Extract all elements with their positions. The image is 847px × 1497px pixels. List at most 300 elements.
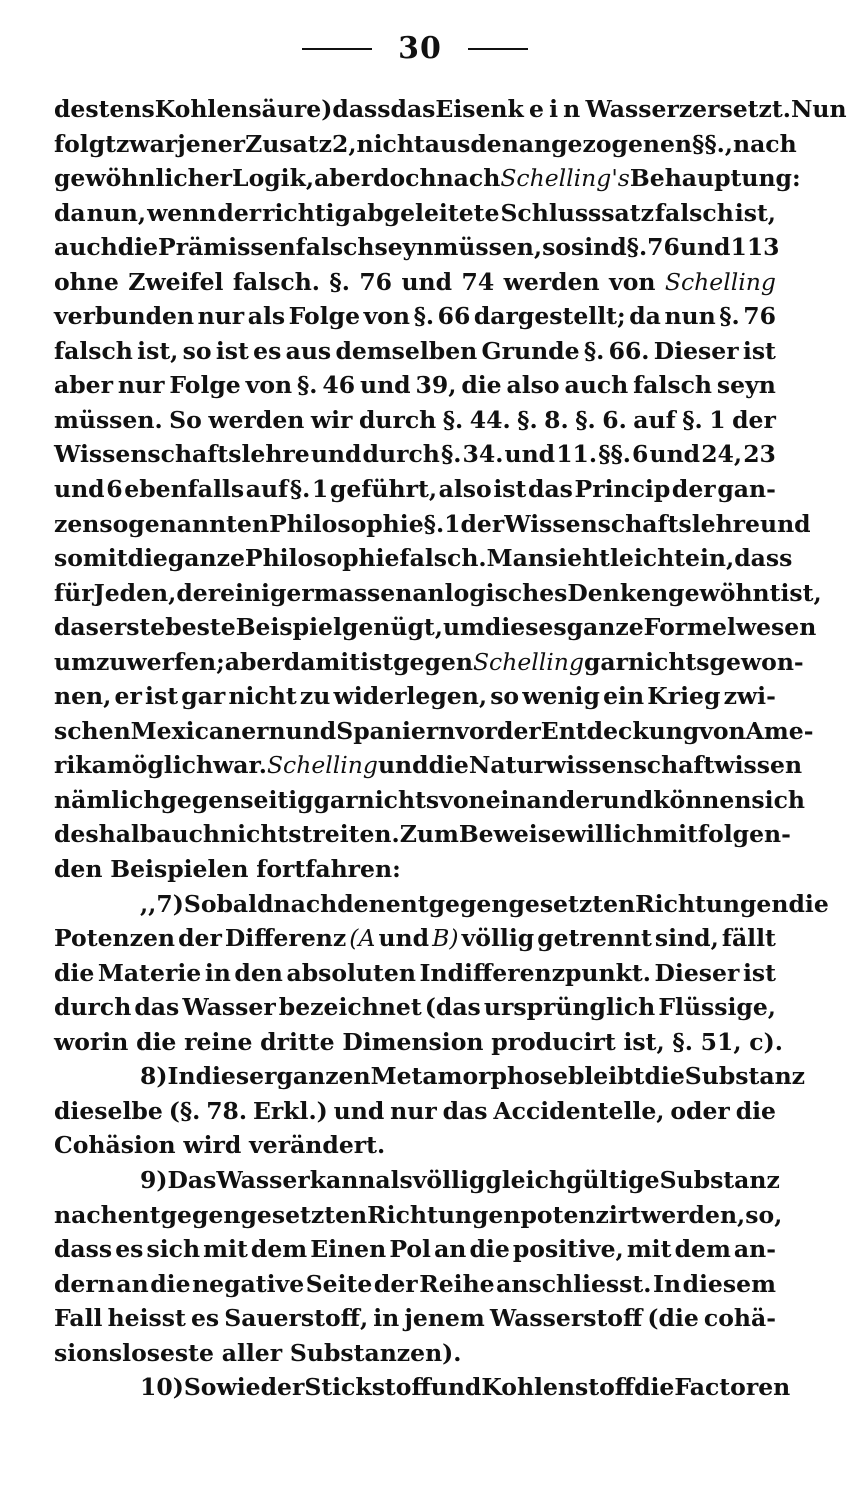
word: einander bbox=[485, 785, 603, 814]
word: 6 bbox=[106, 475, 123, 504]
word: 1 bbox=[709, 405, 726, 434]
word: von bbox=[363, 302, 411, 331]
word: es bbox=[190, 1304, 220, 1333]
text-line bbox=[54, 887, 829, 922]
word: nach bbox=[54, 1200, 118, 1229]
word: dass bbox=[332, 95, 391, 123]
word: 66. bbox=[608, 336, 650, 365]
word: Factoren bbox=[674, 1373, 791, 1402]
word: sieht bbox=[544, 544, 610, 573]
word: demselben bbox=[335, 336, 478, 365]
word: Folge bbox=[288, 302, 361, 331]
word: Wasser bbox=[216, 1165, 310, 1194]
word: falsch bbox=[633, 371, 713, 400]
word: ist, bbox=[137, 336, 179, 365]
word: Formelwesen bbox=[643, 613, 817, 642]
word: da bbox=[629, 302, 661, 331]
text-line bbox=[54, 817, 791, 852]
word: Philosophie bbox=[244, 544, 400, 573]
text-line bbox=[54, 1336, 776, 1371]
word: widerlegen, bbox=[333, 682, 487, 711]
word: und bbox=[333, 1096, 385, 1125]
word: werden bbox=[503, 267, 600, 296]
word: können bbox=[653, 785, 752, 814]
word: 39, bbox=[415, 371, 457, 400]
word: der bbox=[260, 1373, 305, 1402]
word: gegen bbox=[393, 647, 473, 676]
word: die bbox=[735, 1096, 776, 1125]
word: §. bbox=[626, 233, 648, 262]
word: In bbox=[167, 1062, 196, 1091]
text-line bbox=[54, 437, 776, 472]
word: Logik, bbox=[232, 164, 315, 193]
word: §§., bbox=[692, 129, 733, 158]
word: Beweise bbox=[458, 820, 566, 849]
word: und bbox=[310, 440, 362, 469]
word: Princip bbox=[574, 475, 671, 504]
word: nur bbox=[197, 302, 245, 331]
word: ohne bbox=[54, 267, 119, 296]
text-line bbox=[54, 299, 776, 334]
word: sich bbox=[751, 785, 805, 814]
word: doch bbox=[373, 164, 437, 193]
word: fällt bbox=[721, 924, 776, 953]
word: gar bbox=[181, 682, 226, 711]
word: (das bbox=[424, 993, 481, 1022]
word: 46 bbox=[322, 371, 356, 400]
word: Zum bbox=[399, 820, 459, 849]
word: werden bbox=[208, 405, 305, 434]
word: und bbox=[602, 785, 654, 814]
text-line bbox=[54, 230, 780, 265]
header-rule-right bbox=[468, 48, 528, 50]
word: Substanz bbox=[684, 1062, 806, 1091]
word: ursprünglich bbox=[483, 993, 656, 1022]
word: 24, bbox=[701, 440, 743, 469]
word: Flüssige, bbox=[658, 993, 776, 1022]
word: mit bbox=[653, 820, 698, 849]
word: Dieser bbox=[653, 336, 739, 365]
word: §. bbox=[442, 405, 464, 434]
word: Mexicanern bbox=[130, 716, 286, 745]
word: falsch bbox=[295, 233, 375, 262]
word: anschliesst. bbox=[496, 1269, 652, 1298]
word: gewöhnlicher bbox=[54, 164, 233, 193]
word: als bbox=[247, 302, 286, 331]
word: für bbox=[54, 578, 94, 607]
word: er bbox=[114, 682, 142, 711]
word: 6 bbox=[632, 440, 649, 469]
word: nicht bbox=[228, 682, 297, 711]
text-line bbox=[54, 507, 811, 542]
word: das bbox=[442, 1096, 488, 1125]
word: wissen bbox=[714, 751, 803, 780]
word: mit bbox=[626, 1235, 672, 1264]
word: Folge bbox=[169, 371, 241, 400]
word: um bbox=[442, 613, 485, 642]
word: gegenseitig bbox=[160, 785, 314, 814]
word: falsch. bbox=[232, 267, 320, 296]
word: die bbox=[461, 371, 502, 400]
word: So bbox=[183, 1373, 217, 1402]
word: ist bbox=[742, 336, 776, 365]
text-line bbox=[54, 403, 776, 438]
word: sich bbox=[146, 1235, 201, 1264]
word: auf bbox=[633, 405, 676, 434]
text-line bbox=[54, 1370, 791, 1405]
word: den bbox=[470, 129, 519, 158]
word: ganze bbox=[566, 613, 644, 642]
word: Behauptung: bbox=[629, 164, 801, 193]
word: Wissenschaftslehre bbox=[54, 440, 310, 469]
word: falsch. bbox=[399, 544, 487, 573]
text-line bbox=[54, 1198, 783, 1233]
word: das bbox=[134, 993, 180, 1022]
word: also bbox=[438, 475, 492, 504]
word: nun, bbox=[86, 198, 147, 227]
word: Pol bbox=[389, 1235, 431, 1264]
word: der bbox=[497, 716, 541, 745]
word: §. bbox=[413, 302, 435, 331]
word: negative bbox=[192, 1269, 305, 1298]
word: dieselbe bbox=[54, 1096, 163, 1125]
word: geführt, bbox=[329, 475, 438, 504]
word: möglich bbox=[106, 751, 214, 780]
word: an bbox=[412, 578, 445, 607]
word: so bbox=[182, 336, 212, 365]
word: rika bbox=[54, 751, 107, 780]
word: Stickstoff bbox=[304, 1373, 431, 1402]
word: potenzirt bbox=[520, 1200, 641, 1229]
word: nach bbox=[732, 129, 797, 158]
word: richtig bbox=[262, 198, 352, 227]
word: nämlich bbox=[54, 785, 161, 814]
word: worin bbox=[54, 1027, 129, 1056]
word: bezeichnet bbox=[278, 993, 422, 1022]
word: vor bbox=[455, 716, 498, 745]
word: 44. bbox=[469, 405, 511, 434]
word: und bbox=[378, 924, 430, 953]
word: B) bbox=[432, 924, 459, 953]
word: ist, bbox=[623, 1027, 665, 1056]
word: ist bbox=[145, 682, 179, 711]
word: nichts bbox=[628, 647, 710, 676]
word: Naturwissenschaft bbox=[468, 751, 715, 780]
word: ebenfalls bbox=[124, 475, 245, 504]
text-line bbox=[54, 714, 814, 749]
word: sogenannten bbox=[99, 509, 270, 538]
word: sind bbox=[570, 233, 627, 262]
word: nach bbox=[273, 889, 338, 918]
word: 8) bbox=[140, 1062, 168, 1091]
text-line bbox=[54, 679, 776, 714]
word: nicht bbox=[356, 129, 425, 158]
word: Schelling bbox=[664, 267, 776, 296]
word: entgegengesetzten bbox=[385, 889, 636, 918]
word: die bbox=[127, 544, 168, 573]
word: c). bbox=[749, 1027, 783, 1056]
word: Sobald bbox=[183, 889, 274, 918]
word: gewon- bbox=[709, 647, 804, 676]
text-line bbox=[54, 1267, 776, 1302]
word: und bbox=[401, 267, 453, 296]
text-line bbox=[54, 610, 817, 645]
word: 11. bbox=[556, 440, 598, 469]
word: folgt bbox=[54, 129, 116, 158]
word: angezogenen bbox=[518, 129, 693, 158]
word: 76 bbox=[647, 233, 680, 262]
word: ein bbox=[603, 682, 645, 711]
word: Jeden bbox=[93, 578, 169, 607]
word: schen bbox=[54, 716, 131, 745]
word: sind, bbox=[654, 924, 719, 953]
text-line bbox=[54, 1301, 776, 1336]
word: falsch bbox=[654, 198, 734, 227]
word: werden, bbox=[641, 1200, 746, 1229]
text-line bbox=[54, 92, 847, 127]
word: auch bbox=[564, 371, 629, 400]
word: Wasser bbox=[182, 993, 276, 1022]
word: gleichgültige bbox=[485, 1165, 660, 1194]
word: entgegengesetzten bbox=[117, 1200, 368, 1229]
word: ich bbox=[612, 820, 654, 849]
text-line bbox=[54, 1025, 783, 1060]
word: also bbox=[506, 371, 560, 400]
word: Accidentelle, bbox=[493, 1096, 665, 1125]
word: Beispielen bbox=[110, 855, 249, 884]
word: cohä- bbox=[703, 1304, 776, 1333]
word: 2, bbox=[331, 129, 357, 158]
word: völlig bbox=[412, 1165, 486, 1194]
word: dieser bbox=[195, 1062, 277, 1091]
word: kein bbox=[507, 95, 586, 123]
word: heisst bbox=[107, 1304, 186, 1333]
word: Entdeckung bbox=[540, 716, 700, 745]
word: 113 bbox=[730, 233, 780, 262]
word: umzuwerfen; bbox=[54, 647, 225, 676]
text-line bbox=[54, 472, 776, 507]
word: der bbox=[176, 578, 221, 607]
word: ist, bbox=[734, 198, 776, 227]
word: Erkl.) bbox=[252, 1096, 328, 1125]
word: §. bbox=[297, 371, 318, 400]
word: §. bbox=[583, 336, 605, 365]
word: zersetzt. bbox=[678, 95, 791, 123]
word: zen bbox=[54, 509, 100, 538]
word: ist bbox=[742, 958, 776, 987]
word: ist, bbox=[780, 578, 822, 607]
word: die bbox=[150, 1269, 191, 1298]
word: wie bbox=[216, 1373, 261, 1402]
word: genügt, bbox=[341, 613, 443, 642]
word: nichts bbox=[357, 785, 440, 814]
word: jener bbox=[177, 129, 246, 158]
word: ist bbox=[215, 336, 249, 365]
text-line bbox=[54, 1163, 780, 1198]
word: gar bbox=[313, 785, 358, 814]
word: war. bbox=[213, 751, 267, 780]
text-line bbox=[54, 265, 776, 300]
word: gar bbox=[583, 647, 629, 676]
word: §. bbox=[440, 440, 462, 469]
word: Einen bbox=[310, 1235, 387, 1264]
word: auch bbox=[54, 233, 118, 262]
word: der bbox=[671, 475, 716, 504]
word: es bbox=[253, 336, 282, 365]
text-line bbox=[54, 1059, 806, 1094]
word: , bbox=[168, 578, 177, 607]
word: das bbox=[528, 475, 573, 504]
word: durch bbox=[358, 405, 437, 434]
word: die bbox=[788, 889, 829, 918]
word: Ame- bbox=[745, 716, 814, 745]
word: müssen. bbox=[54, 405, 163, 434]
word: Fall bbox=[54, 1304, 103, 1333]
text-line bbox=[54, 645, 804, 680]
page-number: 30 bbox=[398, 31, 442, 66]
word: und bbox=[377, 751, 429, 780]
word: und bbox=[430, 1373, 482, 1402]
word: §. bbox=[575, 405, 596, 434]
word: der bbox=[373, 1269, 418, 1298]
word: müssen, bbox=[433, 233, 543, 262]
word: Prämissen bbox=[158, 233, 296, 262]
word: die bbox=[428, 751, 469, 780]
word: der bbox=[217, 198, 262, 227]
page-header bbox=[0, 31, 830, 66]
text-line bbox=[54, 368, 776, 403]
text-line bbox=[54, 990, 776, 1025]
word: und bbox=[679, 233, 731, 262]
word: oder bbox=[670, 1096, 730, 1125]
word: Indifferenzpunkt. bbox=[419, 958, 651, 987]
word: Wissenschaftslehre bbox=[504, 509, 761, 538]
word: und bbox=[360, 371, 411, 400]
word: Grunde bbox=[481, 336, 580, 365]
word: Zweifel bbox=[128, 267, 224, 296]
word: den bbox=[234, 958, 283, 987]
word: verbunden bbox=[54, 302, 195, 331]
word: wenn bbox=[147, 198, 217, 227]
word: von bbox=[245, 371, 293, 400]
word: einigermassen bbox=[220, 578, 413, 607]
text-line bbox=[54, 196, 776, 231]
word: Kohlenstoff bbox=[481, 1373, 635, 1402]
word: der bbox=[460, 509, 505, 538]
word: zu bbox=[299, 682, 331, 711]
word: Denken bbox=[567, 578, 669, 607]
word: §. bbox=[682, 405, 703, 434]
header-rule-left bbox=[302, 48, 372, 50]
word: §. bbox=[719, 302, 740, 331]
word: streiten. bbox=[288, 820, 400, 849]
word: ,,7) bbox=[140, 889, 184, 918]
word: die bbox=[634, 1373, 675, 1402]
word: es bbox=[115, 1235, 144, 1264]
word: Richtungen bbox=[635, 889, 789, 918]
word: und bbox=[504, 440, 556, 469]
word: fortfahren: bbox=[256, 855, 401, 884]
word: in bbox=[204, 958, 231, 987]
word: getrennt bbox=[537, 924, 652, 953]
word: Metamorphose bbox=[370, 1062, 568, 1091]
word: dern bbox=[54, 1269, 115, 1298]
word: logisches bbox=[444, 578, 568, 607]
word: 8. bbox=[544, 405, 569, 434]
word: 74 bbox=[461, 267, 495, 296]
word: und bbox=[760, 509, 811, 538]
text-line bbox=[54, 1232, 776, 1267]
word: falsch bbox=[54, 336, 133, 365]
word: nicht bbox=[220, 820, 289, 849]
word: an- bbox=[733, 1235, 776, 1264]
word: zwar bbox=[116, 129, 178, 158]
word: ist bbox=[493, 475, 527, 504]
text-line bbox=[54, 921, 776, 956]
text-line bbox=[54, 852, 776, 887]
word: 9) bbox=[140, 1165, 168, 1194]
word: das bbox=[54, 613, 99, 642]
word: positive, bbox=[512, 1235, 624, 1264]
word: nun bbox=[664, 302, 716, 331]
word: Sauerstoff, bbox=[224, 1304, 369, 1333]
word: Reihe bbox=[419, 1269, 495, 1298]
text-line bbox=[54, 1128, 776, 1163]
text-line bbox=[54, 748, 803, 783]
word: §. bbox=[517, 405, 538, 434]
word: damit bbox=[283, 647, 361, 676]
word: nach bbox=[436, 164, 501, 193]
word: den bbox=[337, 889, 386, 918]
word: Substanz bbox=[659, 1165, 780, 1194]
word: abgeleitete bbox=[352, 198, 500, 227]
word: aber bbox=[54, 371, 113, 400]
word: die bbox=[644, 1062, 685, 1091]
word: den bbox=[54, 855, 103, 884]
word: beste bbox=[165, 613, 236, 642]
word: ganze bbox=[167, 544, 245, 573]
word: So bbox=[169, 405, 202, 434]
word: die bbox=[117, 233, 159, 262]
word: und bbox=[649, 440, 701, 469]
word: nen, bbox=[54, 682, 112, 711]
word: seyn bbox=[716, 371, 776, 400]
word: leicht bbox=[609, 544, 686, 573]
word: der bbox=[178, 924, 222, 953]
word: an bbox=[434, 1235, 467, 1264]
word: ist bbox=[360, 647, 394, 676]
word: da bbox=[54, 198, 86, 227]
word: Richtungen bbox=[367, 1200, 521, 1229]
word: und bbox=[285, 716, 337, 745]
word: in bbox=[373, 1304, 400, 1333]
word: Das bbox=[167, 1165, 217, 1194]
word: auf bbox=[245, 475, 289, 504]
word: Schelling bbox=[266, 751, 378, 780]
word: Wasser bbox=[585, 95, 679, 123]
word: 78. bbox=[206, 1096, 248, 1125]
word: §§. bbox=[598, 440, 631, 469]
word: 1 bbox=[311, 475, 329, 504]
text-line bbox=[54, 1094, 776, 1129]
word: aller bbox=[221, 1338, 283, 1367]
word: aus bbox=[424, 129, 471, 158]
word: Potenzen bbox=[54, 924, 175, 953]
word: Beispiel bbox=[235, 613, 342, 642]
word: aber bbox=[224, 647, 284, 676]
word: dem bbox=[250, 1235, 308, 1264]
word: (§. bbox=[168, 1096, 201, 1125]
